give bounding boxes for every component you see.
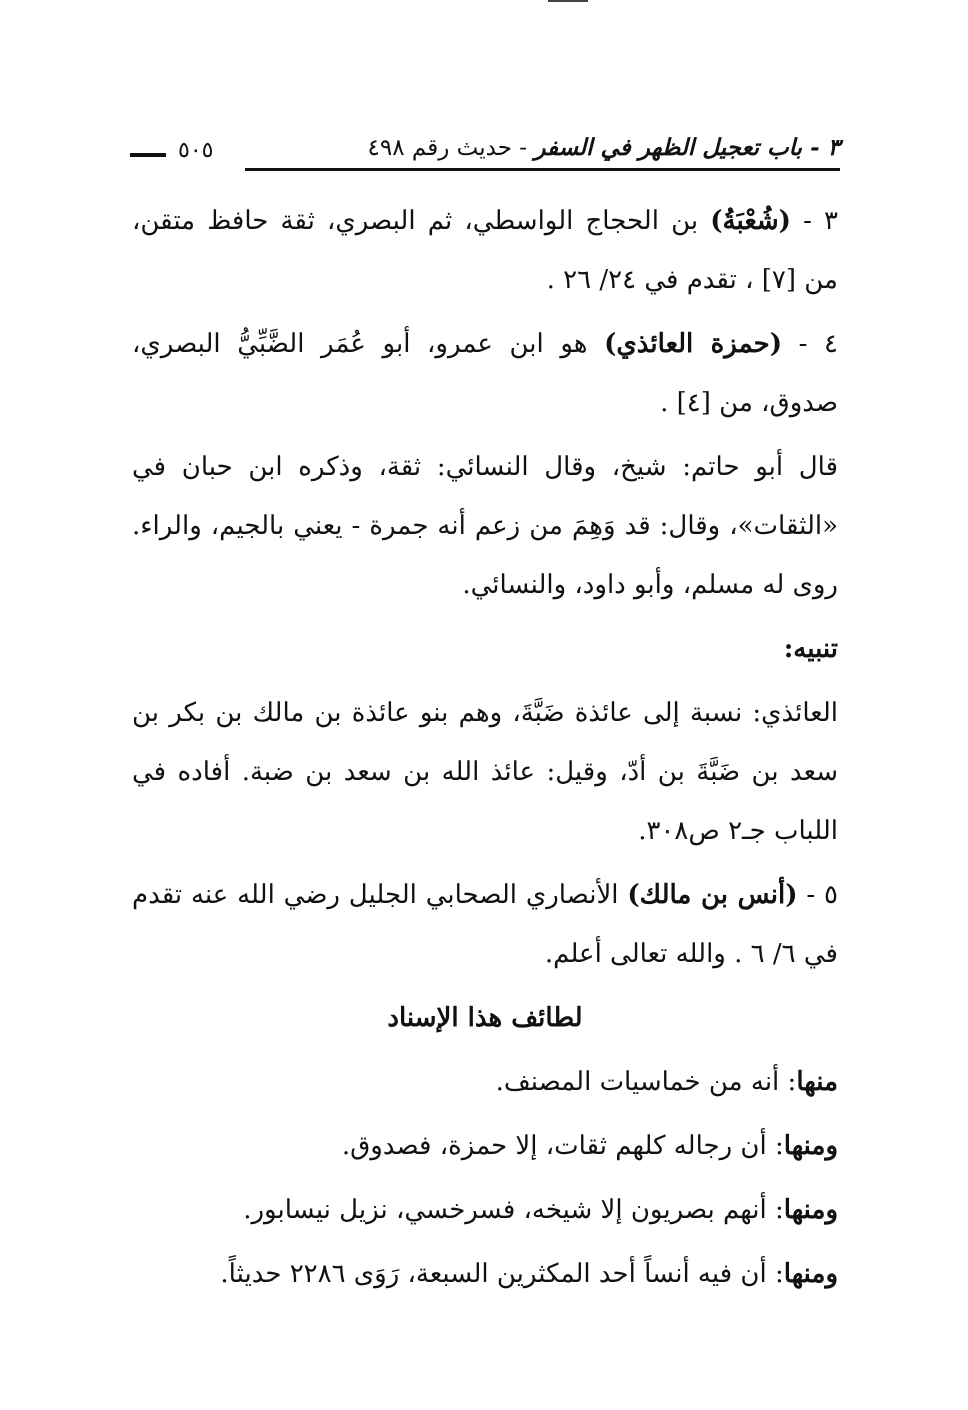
header-title: ٣ - باب تعجيل الظهر في السفر - حديث رقم ٤٩٨: [367, 134, 840, 161]
header-dash: [130, 153, 166, 157]
list-item: ومنها: أنهم بصريون إلا شيخه، فسرخسي، نزيل نيسابور.: [243, 1195, 838, 1225]
paragraph-narrator-5: ٥ - (أنس بن مالك) الأنصاري الصحابي الجليل رضي الله عنه تقدم في ٦/ ٦ . والله تعالى أعلم.: [132, 880, 838, 969]
list-item: منها: أنه من خماسيات المصنف.: [495, 1067, 838, 1097]
paragraph-narrator-4: ٤ - (حمزة العائذي) هو ابن عمرو، أبو عُمَر الضَّبِّيُّ البصري، صدوق، من [٤] .: [132, 329, 838, 418]
narrator-name: (شُعْبَةُ): [710, 206, 791, 236]
paragraph-narrator-3: ٣ - (شُعْبَةُ) بن الحجاج الواسطي، ثم البصري، ثقة حافظ متقن، من [٧] ، تقدم في ٢٤/ ٢٦ .: [132, 206, 838, 295]
header-rule: [245, 168, 840, 171]
narrator-name: (أنس بن مالك): [627, 880, 798, 910]
isnad-heading: لطائف هذا الإسناد: [387, 1003, 583, 1033]
running-header: [130, 128, 840, 178]
page-number: ٥٠٥: [178, 138, 214, 163]
list-item: ومنها: أن فيه أنساً أحد المكثرين السبعة، رَوَى ٢٢٨٦ حديثاً.: [220, 1259, 838, 1289]
top-mark: [548, 0, 588, 2]
narrator-name: (حمزة العائذي): [604, 329, 783, 359]
paragraph-note: العائذي: نسبة إلى عائذة ضَبَّةَ، وهم بنو عائذة بن مالك بن بكر بن سعد بن ضَبَّةَ بن أدّ، وقيل: عائذ الله بن سعد بن ضبة. أفاده في اللباب جـ٢ ص٣٠٨.: [132, 698, 838, 846]
paragraph-commentary: قال أبو حاتم: شيخ، وقال النسائي: ثقة، وذكره ابن حبان في «الثقات»، وقال: قد وَهِمَ من زعم أنه جمرة - يعني بالجيم، والراء. روى له مسلم، وأبو داود، والنسائي.: [132, 452, 838, 600]
list-item: ومنها: أن رجاله كلهم ثقات، إلا حمزة، فصدوق.: [341, 1131, 838, 1161]
note-heading: تنبيه:: [783, 634, 838, 664]
page-body: [132, 192, 838, 1309]
